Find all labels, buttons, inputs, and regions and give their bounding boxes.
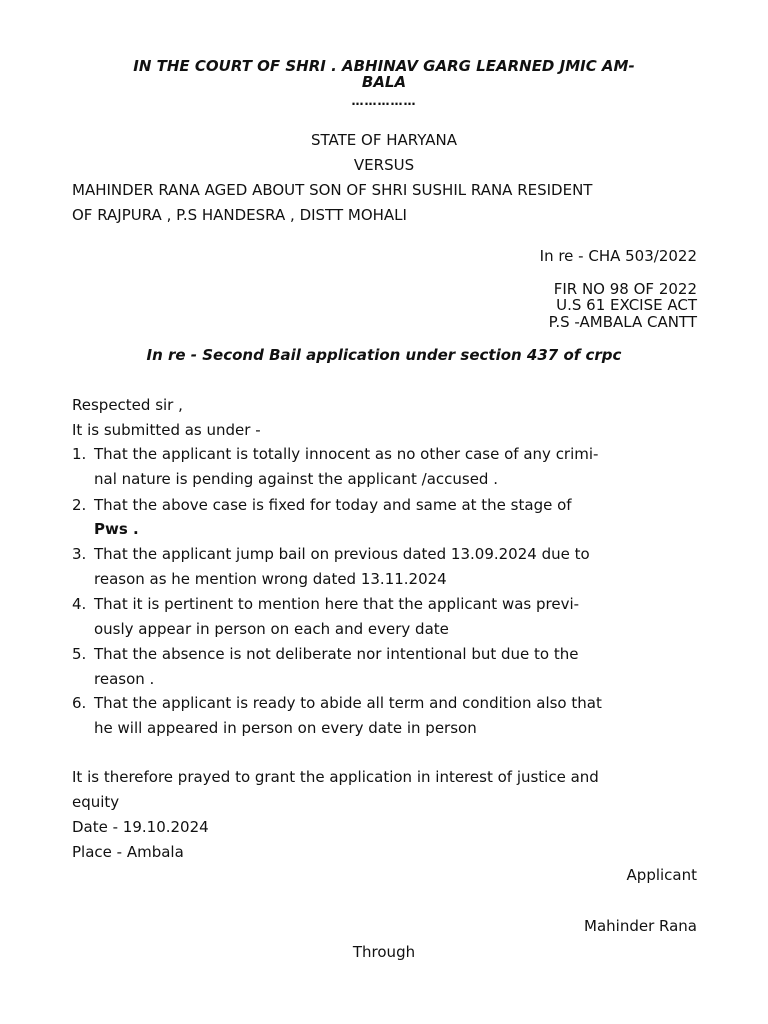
list-item-text: That it is pertinent to mention here that the applicant was previ-: [94, 595, 580, 613]
accused-line2: OF RAJPURA , P.S HANDESRA , DISTT MOHALI: [72, 206, 407, 224]
salutation: Respected sir ,: [72, 396, 183, 414]
intro-text: It is submitted as under -: [72, 421, 261, 439]
list-item-text: That the absence is not deliberate nor intentional but due to the: [94, 645, 579, 663]
list-item-text: ously appear in person on each and every date: [94, 620, 449, 638]
list-item-number: 3.: [72, 545, 87, 563]
signature-name: Mahinder Rana: [584, 917, 697, 935]
police-station: P.S -AMBALA CANTT: [548, 313, 697, 331]
list-item-number: 6.: [72, 694, 87, 712]
state-title: STATE OF HARYANA: [311, 131, 457, 149]
act-section: U.S 61 EXCISE ACT: [556, 296, 697, 314]
list-item-text: That the above case is fixed for today and same at the stage of: [94, 496, 572, 514]
list-item-text: That the applicant is ready to abide all term and condition also that: [94, 694, 602, 712]
list-item-number: 2.: [72, 496, 87, 514]
prayer-line1: It is therefore prayed to grant the application in interest of justice and: [72, 768, 599, 786]
list-item-text: reason as he mention wrong dated 13.11.2024: [94, 570, 447, 588]
application-subject: In re - Second Bail application under section 437 of crpc: [146, 346, 622, 364]
through-label: Through: [352, 943, 416, 961]
heading-dots: ……………: [351, 94, 417, 108]
signature-role: Applicant: [626, 866, 697, 884]
list-item-text: reason .: [94, 670, 155, 688]
date-line: Date - 19.10.2024: [72, 818, 209, 836]
list-item-text: nal nature is pending against the applicant /accused .: [94, 470, 498, 488]
list-item-text: That the applicant is totally innocent as no other case of any crimi-: [94, 445, 599, 463]
fir-number: FIR NO 98 OF 2022: [553, 280, 697, 298]
court-heading-line1: IN THE COURT OF SHRI . ABHINAV GARG LEARNED JMIC AM-: [133, 57, 635, 75]
court-heading-line2: BALA: [361, 73, 407, 91]
versus-label: VERSUS: [353, 156, 415, 174]
list-item-number: 1.: [72, 445, 87, 463]
case-number: In re - CHA 503/2022: [539, 247, 697, 265]
list-item-text: Pws .: [94, 520, 139, 538]
list-item-text: he will appeared in person on every date in person: [94, 719, 477, 737]
prayer-line2: equity: [72, 793, 120, 811]
place-line: Place - Ambala: [72, 843, 184, 861]
list-item-number: 4.: [72, 595, 87, 613]
accused-line1: MAHINDER RANA AGED ABOUT SON OF SHRI SUSHIL RANA RESIDENT: [72, 181, 593, 199]
list-item-number: 5.: [72, 645, 87, 663]
list-item-text: That the applicant jump bail on previous dated 13.09.2024 due to: [94, 545, 590, 563]
